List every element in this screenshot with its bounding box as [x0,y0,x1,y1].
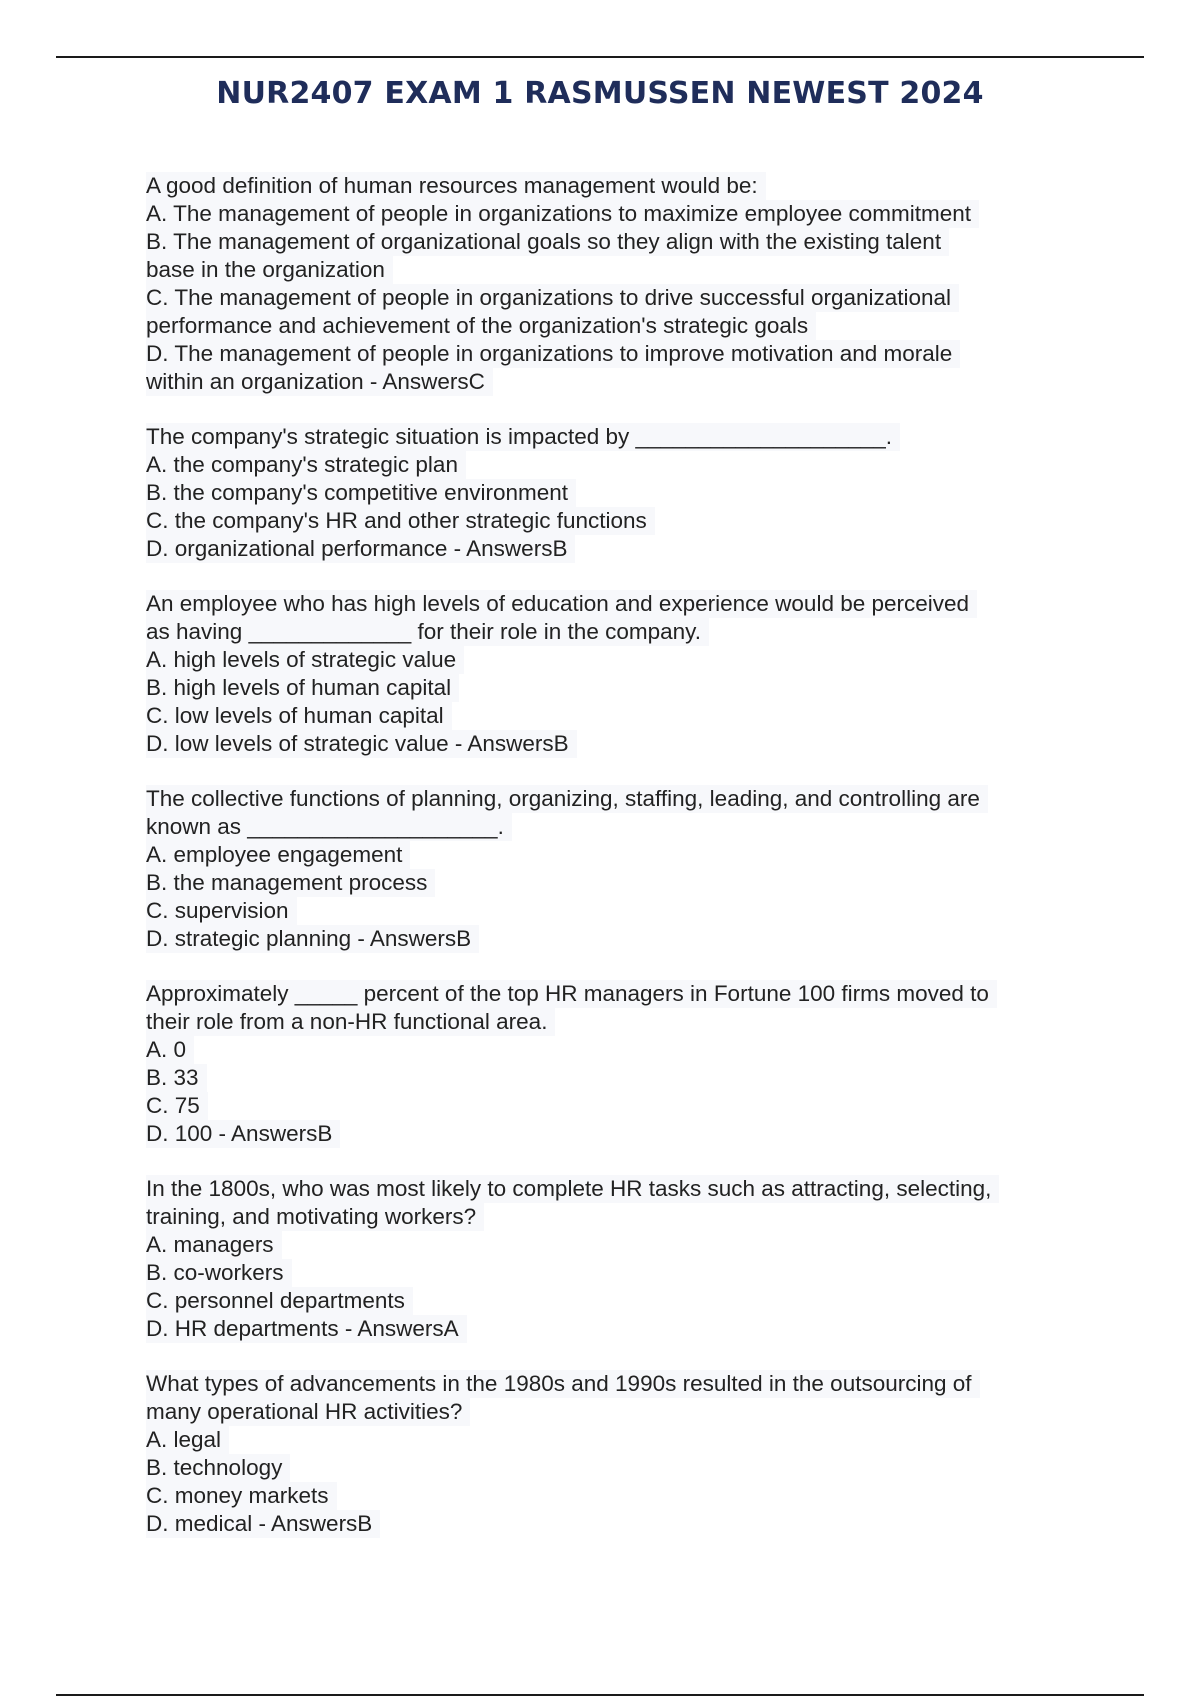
question-text-line: many operational HR activities? [146,1398,470,1426]
answer-option-line: B. 33 [146,1064,207,1092]
answer-option-line: base in the organization [146,256,393,284]
question-block [146,590,1066,758]
answer-option-line: C. money markets [146,1482,337,1510]
question-text-line: Approximately _____ percent of the top HR managers in Fortune 100 firms moved to [146,980,997,1008]
answer-option-line: B. the company's competitive environment [146,479,576,507]
question-block [146,423,1066,563]
answer-option-line: C. the company's HR and other strategic functions [146,507,655,535]
question-block [146,1175,1066,1343]
question-text-line: In the 1800s, who was most likely to complete HR tasks such as attracting, selecting, [146,1175,999,1203]
answer-option-line: D. low levels of strategic value - AnswersB [146,730,577,758]
answer-option-line: A. The management of people in organizations to maximize employee commitment [146,200,979,228]
answer-option-line: D. HR departments - AnswersA [146,1315,467,1343]
answer-option-line: B. co-workers [146,1259,292,1287]
question-text-line: The collective functions of planning, organizing, staffing, leading, and controlling are [146,785,988,813]
question-block [146,980,1066,1148]
question-text-line: known as ____________________. [146,813,512,841]
answer-option-line: A. 0 [146,1036,194,1064]
question-text-line: their role from a non-HR functional area. [146,1008,555,1036]
answer-option-line: A. legal [146,1426,229,1454]
question-text-line: as having _____________ for their role in the company. [146,618,709,646]
answer-option-line: B. technology [146,1454,290,1482]
answer-option-line: C. low levels of human capital [146,702,452,730]
answer-option-line: B. The management of organizational goals so they align with the existing talent [146,228,949,256]
question-block [146,1370,1066,1538]
answer-option-line: A. employee engagement [146,841,410,869]
answer-option-line: A. managers [146,1231,282,1259]
answer-option-line: C. The management of people in organizations to drive successful organizational [146,284,959,312]
answer-option-line: within an organization - AnswersC [146,368,493,396]
answer-option-line: B. the management process [146,869,435,897]
answer-option-line: D. strategic planning - AnswersB [146,925,479,953]
answer-option-line: B. high levels of human capital [146,674,459,702]
answer-option-line: performance and achievement of the organization's strategic goals [146,312,816,340]
answer-option-line: C. personnel departments [146,1287,413,1315]
answer-option-line: C. 75 [146,1092,208,1120]
bottom-divider [56,1694,1144,1696]
answer-option-line: D. The management of people in organizations to improve motivation and morale [146,340,960,368]
answer-option-line: A. the company's strategic plan [146,451,466,479]
answer-option-line: D. medical - AnswersB [146,1510,380,1538]
question-text-line: What types of advancements in the 1980s and 1990s resulted in the outsourcing of [146,1370,980,1398]
question-text-line: training, and motivating workers? [146,1203,484,1231]
document-title: NUR2407 EXAM 1 RASMUSSEN NEWEST 2024 [216,76,984,111]
question-text-line: The company's strategic situation is impacted by ____________________. [146,423,900,451]
answer-option-line: C. supervision [146,897,297,925]
question-block [146,785,1066,953]
answer-option-line: A. high levels of strategic value [146,646,464,674]
question-list [146,172,1066,1565]
top-divider [56,56,1144,58]
question-text-line: An employee who has high levels of education and experience would be perceived [146,590,977,618]
question-block [146,172,1066,396]
answer-option-line: D. 100 - AnswersB [146,1120,340,1148]
answer-option-line: D. organizational performance - AnswersB [146,535,575,563]
question-text-line: A good definition of human resources management would be: [146,172,766,200]
